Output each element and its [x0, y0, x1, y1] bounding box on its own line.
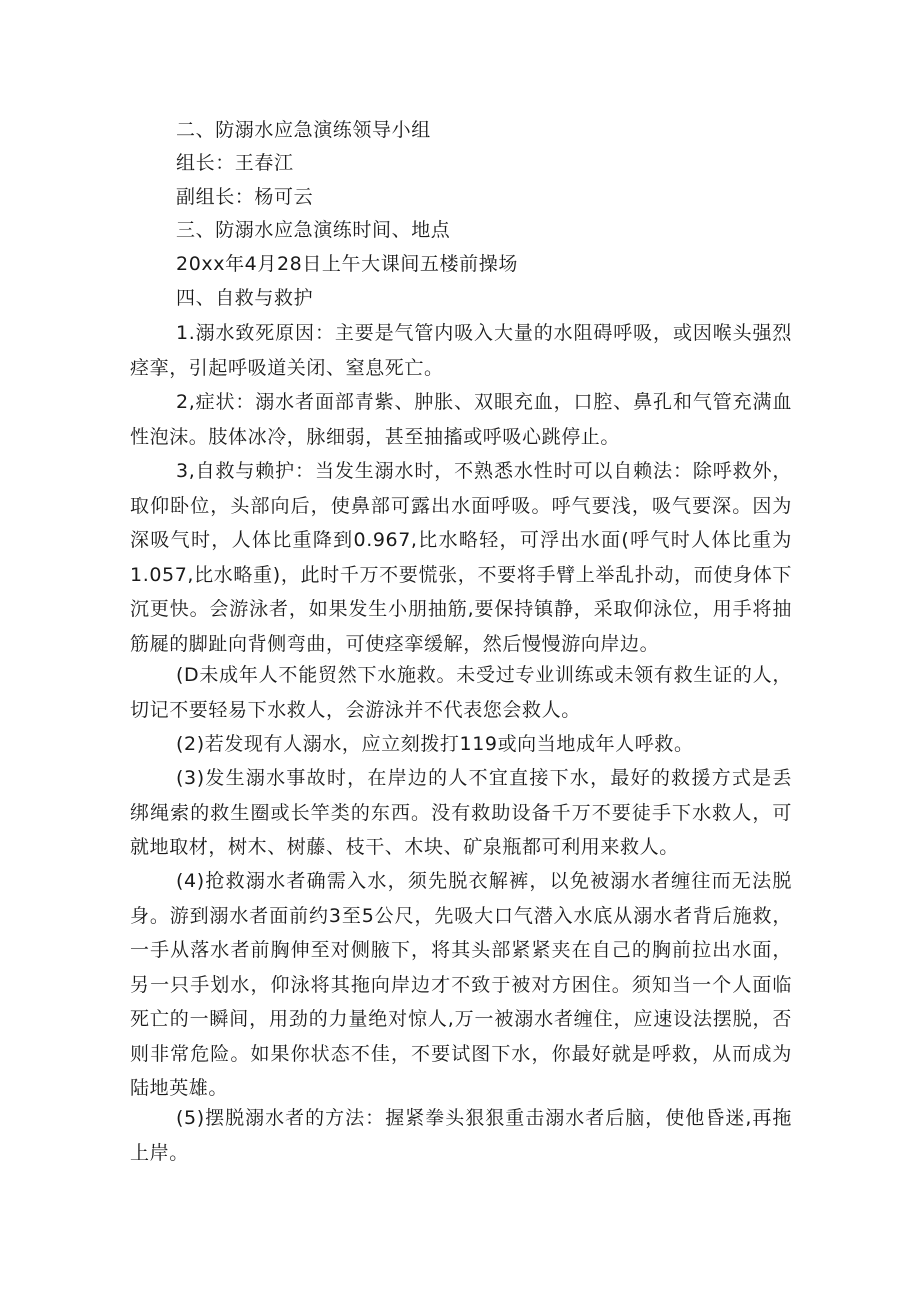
paragraph-item-5: (5)摆脱溺水者的方法：握紧拳头狠狠重击溺水者后脑，使他昏迷,再拖上岸。 — [130, 1107, 792, 1164]
paragraph-item-3: (3)发生溺水事故时，在岸边的人不宜直接下水，最好的救援方式是丢绑绳索的救生圈或长竿类的东西。没有救助设备千万不要徒手下水救人，可就地取材，树木、树藤、枝干、木块、矿泉瓶都可利用来救人。 — [130, 767, 792, 858]
paragraph-symptoms: 2,症状：溺水者面部青紫、肿胀、双眼充血，口腔、鼻孔和气管充满血性泡沫。肢体冰冷，脉细弱，甚至抽搐或呼吸心跳停止。 — [130, 391, 792, 448]
section-heading-rescue: 四、自救与救护 — [176, 287, 314, 309]
paragraph-item-1: (D未成年人不能贸然下水施救。未受过专业训练或未领有救生证的人，切记不要轻易下水救人，会游泳并不代表您会救人。 — [130, 664, 792, 721]
section-heading-leaders: 二、防溺水应急演练领导小组 — [176, 119, 431, 141]
deputy-leader-line: 副组长：杨可云 — [176, 186, 314, 208]
section-heading-time-place: 三、防溺水应急演练时间、地点 — [176, 219, 451, 241]
paragraph-drowning-cause: 1.溺水致死原因：主要是气管内吸入大量的水阻碍呼吸，或因喉头强烈痉挛，引起呼吸道关闭、窒息死亡。 — [130, 322, 792, 379]
time-place-line: 20xx年4月28日上午大课间五楼前操场 — [176, 253, 518, 275]
leader-line: 组长：王春江 — [176, 152, 294, 174]
paragraph-self-rescue: 3,自救与赖护：当发生溺水时，不熟悉水性时可以自赖法：除呼救外，取仰卧位，头部向后，使鼻部可露出水面呼吸。呼气要浅，吸气要深。因为深吸气时，人体比重降到0.967,比水略轻，可浮出水面(呼气时人体比重为1.057,比水略重)，此时千万不要慌张，不要将手臂上举乱扑动，而使身体下沉更快。会游泳者，如果发生小朋抽筋,要保持镇静，采取仰泳位，用手将抽筋屣的脚趾向背侧弯曲，可使痉挛缓解，然后慢慢游向岸边。 — [130, 460, 792, 655]
paragraph-item-4: (4)抢救溺水者确需入水，须先脱衣解裤，以免被溺水者缠往而无法脱身。游到溺水者面前约3至5公尺，先吸大口气潜入水底从溺水者背后施救，一手从落水者前胸伸至对侧腋下，将其头部紧紧夹在自己的胸前拉出水面，另一只手划水，仰泳将其拖向岸边才不致于被对方困住。须知当一个人面临死亡的一瞬间，用劲的力量绝对惊人,万一被溺水者缠住，应速设法摆脱，否则非常危险。如果你状态不佳，不要试图下水，你最好就是呼救，从而成为陆地英雄。 — [130, 870, 792, 1099]
paragraph-item-2: (2)若发现有人溺水，应立刻拨打119或向当地成年人呼救。 — [176, 733, 694, 755]
